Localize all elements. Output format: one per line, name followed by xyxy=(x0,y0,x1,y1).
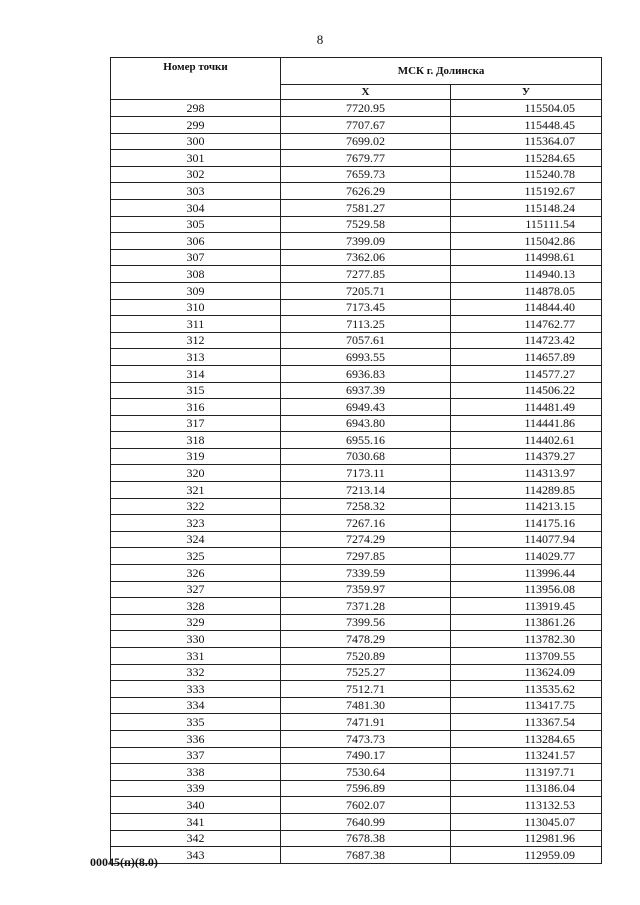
cell-point-number: 319 xyxy=(111,448,281,465)
cell-point-number: 311 xyxy=(111,316,281,333)
table-header xyxy=(111,58,602,100)
cell-point-number: 305 xyxy=(111,216,281,233)
table-row xyxy=(111,714,602,731)
cell-x: 7339.59 xyxy=(281,565,451,582)
table-row xyxy=(111,282,602,299)
cell-point-number: 321 xyxy=(111,482,281,499)
cell-y: 115148.24 xyxy=(451,199,602,216)
cell-x: 7399.56 xyxy=(281,614,451,631)
cell-point-number: 315 xyxy=(111,382,281,399)
cell-point-number: 301 xyxy=(111,150,281,167)
cell-point-number: 337 xyxy=(111,747,281,764)
cell-y: 113996.44 xyxy=(451,565,602,582)
cell-y: 114577.27 xyxy=(451,365,602,382)
cell-x: 7679.77 xyxy=(281,150,451,167)
cell-y: 113417.75 xyxy=(451,697,602,714)
page-number: 8 xyxy=(316,32,324,47)
cell-x: 7267.16 xyxy=(281,515,451,532)
cell-y: 114175.16 xyxy=(451,515,602,532)
table-row xyxy=(111,448,602,465)
table-row xyxy=(111,847,602,864)
cell-point-number: 306 xyxy=(111,233,281,250)
cell-y: 115448.45 xyxy=(451,117,602,134)
table-body xyxy=(111,100,602,863)
cell-y: 114213.15 xyxy=(451,498,602,515)
cell-point-number: 341 xyxy=(111,813,281,830)
table-row xyxy=(111,797,602,814)
cell-y: 115240.78 xyxy=(451,166,602,183)
cell-x: 7678.38 xyxy=(281,830,451,847)
cell-x: 6943.80 xyxy=(281,415,451,432)
cell-y: 114723.42 xyxy=(451,332,602,349)
table-row xyxy=(111,365,602,382)
cell-point-number: 342 xyxy=(111,830,281,847)
cell-point-number: 317 xyxy=(111,415,281,432)
cell-x: 6955.16 xyxy=(281,432,451,449)
cell-y: 114077.94 xyxy=(451,531,602,548)
cell-y: 115364.07 xyxy=(451,133,602,150)
table-row xyxy=(111,764,602,781)
cell-point-number: 314 xyxy=(111,365,281,382)
cell-point-number: 322 xyxy=(111,498,281,515)
cell-point-number: 340 xyxy=(111,797,281,814)
cell-x: 7687.38 xyxy=(281,847,451,864)
cell-y: 114762.77 xyxy=(451,316,602,333)
table-row xyxy=(111,133,602,150)
cell-x: 7274.29 xyxy=(281,531,451,548)
cell-x: 7659.73 xyxy=(281,166,451,183)
cell-x: 7626.29 xyxy=(281,183,451,200)
cell-point-number: 343 xyxy=(111,847,281,864)
cell-y: 113367.54 xyxy=(451,714,602,731)
cell-y: 113186.04 xyxy=(451,780,602,797)
table-row xyxy=(111,631,602,648)
cell-point-number: 333 xyxy=(111,681,281,698)
cell-point-number: 309 xyxy=(111,282,281,299)
cell-point-number: 303 xyxy=(111,183,281,200)
cell-y: 113197.71 xyxy=(451,764,602,781)
table-row xyxy=(111,482,602,499)
table-row xyxy=(111,830,602,847)
cell-point-number: 313 xyxy=(111,349,281,366)
cell-x: 7699.02 xyxy=(281,133,451,150)
cell-x: 7707.67 xyxy=(281,117,451,134)
cell-point-number: 299 xyxy=(111,117,281,134)
cell-point-number: 302 xyxy=(111,166,281,183)
cell-point-number: 330 xyxy=(111,631,281,648)
cell-y: 115284.65 xyxy=(451,150,602,167)
coordinates-table xyxy=(110,57,602,864)
table-row xyxy=(111,581,602,598)
cell-x: 6937.39 xyxy=(281,382,451,399)
cell-point-number: 331 xyxy=(111,648,281,665)
cell-y: 113919.45 xyxy=(451,598,602,615)
cell-x: 7530.64 xyxy=(281,764,451,781)
table-row xyxy=(111,747,602,764)
cell-point-number: 308 xyxy=(111,266,281,283)
cell-y: 112959.09 xyxy=(451,847,602,864)
cell-y: 115504.05 xyxy=(451,100,602,117)
cell-point-number: 325 xyxy=(111,548,281,565)
cell-x: 7481.30 xyxy=(281,697,451,714)
table-row xyxy=(111,598,602,615)
table-row xyxy=(111,432,602,449)
cell-point-number: 327 xyxy=(111,581,281,598)
table-row xyxy=(111,515,602,532)
cell-point-number: 312 xyxy=(111,332,281,349)
cell-y: 112981.96 xyxy=(451,830,602,847)
cell-y: 113861.26 xyxy=(451,614,602,631)
table-row xyxy=(111,216,602,233)
cell-y: 114402.61 xyxy=(451,432,602,449)
cell-point-number: 326 xyxy=(111,565,281,582)
cell-y: 113956.08 xyxy=(451,581,602,598)
cell-y: 114940.13 xyxy=(451,266,602,283)
cell-y: 114878.05 xyxy=(451,282,602,299)
cell-x: 6949.43 xyxy=(281,399,451,416)
header-coordinate-system: МСК г. Долинска xyxy=(281,58,602,85)
table-row xyxy=(111,316,602,333)
table-row xyxy=(111,780,602,797)
cell-point-number: 332 xyxy=(111,664,281,681)
cell-x: 7720.95 xyxy=(281,100,451,117)
table-row xyxy=(111,813,602,830)
cell-y: 114844.40 xyxy=(451,299,602,316)
table-row xyxy=(111,697,602,714)
footer-document-code: 00045(п)(8.0) xyxy=(90,855,158,869)
cell-point-number: 339 xyxy=(111,780,281,797)
cell-y: 115192.67 xyxy=(451,183,602,200)
cell-x: 7297.85 xyxy=(281,548,451,565)
cell-x: 7057.61 xyxy=(281,332,451,349)
cell-y: 113535.62 xyxy=(451,681,602,698)
cell-x: 7205.71 xyxy=(281,282,451,299)
cell-point-number: 304 xyxy=(111,199,281,216)
cell-point-number: 323 xyxy=(111,515,281,532)
cell-y: 113284.65 xyxy=(451,730,602,747)
header-point-number: Номер точки xyxy=(111,58,281,100)
cell-y: 114506.22 xyxy=(451,382,602,399)
cell-point-number: 334 xyxy=(111,697,281,714)
table-row xyxy=(111,565,602,582)
cell-y: 114029.77 xyxy=(451,548,602,565)
cell-x: 7529.58 xyxy=(281,216,451,233)
cell-point-number: 316 xyxy=(111,399,281,416)
cell-y: 114289.85 xyxy=(451,482,602,499)
cell-point-number: 324 xyxy=(111,531,281,548)
table-row xyxy=(111,531,602,548)
cell-y: 113241.57 xyxy=(451,747,602,764)
cell-x: 6936.83 xyxy=(281,365,451,382)
table-row xyxy=(111,415,602,432)
cell-y: 113132.53 xyxy=(451,797,602,814)
cell-point-number: 298 xyxy=(111,100,281,117)
header-x: X xyxy=(281,85,451,100)
cell-y: 115111.54 xyxy=(451,216,602,233)
table-row xyxy=(111,166,602,183)
coordinates-table-container xyxy=(110,57,601,864)
cell-x: 7030.68 xyxy=(281,448,451,465)
cell-x: 7258.32 xyxy=(281,498,451,515)
table-row xyxy=(111,100,602,117)
cell-x: 7113.25 xyxy=(281,316,451,333)
cell-y: 115042.86 xyxy=(451,233,602,250)
cell-x: 7173.45 xyxy=(281,299,451,316)
cell-point-number: 320 xyxy=(111,465,281,482)
cell-x: 7362.06 xyxy=(281,249,451,266)
cell-point-number: 335 xyxy=(111,714,281,731)
table-row xyxy=(111,382,602,399)
table-row xyxy=(111,332,602,349)
cell-x: 7277.85 xyxy=(281,266,451,283)
cell-y: 113624.09 xyxy=(451,664,602,681)
cell-x: 7473.73 xyxy=(281,730,451,747)
table-row xyxy=(111,614,602,631)
cell-x: 7399.09 xyxy=(281,233,451,250)
cell-x: 7596.89 xyxy=(281,780,451,797)
cell-x: 7525.27 xyxy=(281,664,451,681)
cell-point-number: 300 xyxy=(111,133,281,150)
table-row xyxy=(111,465,602,482)
cell-x: 7490.17 xyxy=(281,747,451,764)
cell-x: 6993.55 xyxy=(281,349,451,366)
cell-x: 7478.29 xyxy=(281,631,451,648)
cell-x: 7173.11 xyxy=(281,465,451,482)
cell-point-number: 336 xyxy=(111,730,281,747)
cell-point-number: 329 xyxy=(111,614,281,631)
table-row xyxy=(111,199,602,216)
cell-x: 7520.89 xyxy=(281,648,451,665)
cell-y: 114379.27 xyxy=(451,448,602,465)
cell-y: 114657.89 xyxy=(451,349,602,366)
cell-point-number: 310 xyxy=(111,299,281,316)
cell-x: 7471.91 xyxy=(281,714,451,731)
cell-y: 113045.07 xyxy=(451,813,602,830)
cell-x: 7213.14 xyxy=(281,482,451,499)
table-row xyxy=(111,730,602,747)
table-row xyxy=(111,681,602,698)
cell-point-number: 328 xyxy=(111,598,281,615)
cell-y: 113782.30 xyxy=(451,631,602,648)
cell-y: 114441.86 xyxy=(451,415,602,432)
cell-point-number: 338 xyxy=(111,764,281,781)
cell-y: 114998.61 xyxy=(451,249,602,266)
cell-x: 7359.97 xyxy=(281,581,451,598)
cell-x: 7581.27 xyxy=(281,199,451,216)
cell-y: 114481.49 xyxy=(451,399,602,416)
cell-x: 7602.07 xyxy=(281,797,451,814)
cell-y: 114313.97 xyxy=(451,465,602,482)
table-row xyxy=(111,399,602,416)
table-row xyxy=(111,150,602,167)
table-row xyxy=(111,266,602,283)
table-row xyxy=(111,664,602,681)
table-row xyxy=(111,299,602,316)
header-y: У xyxy=(451,85,602,100)
table-row xyxy=(111,249,602,266)
cell-x: 7640.99 xyxy=(281,813,451,830)
cell-y: 113709.55 xyxy=(451,648,602,665)
table-row xyxy=(111,548,602,565)
table-row xyxy=(111,233,602,250)
table-row xyxy=(111,349,602,366)
table-row xyxy=(111,117,602,134)
cell-point-number: 307 xyxy=(111,249,281,266)
cell-x: 7371.28 xyxy=(281,598,451,615)
table-row xyxy=(111,498,602,515)
cell-x: 7512.71 xyxy=(281,681,451,698)
cell-point-number: 318 xyxy=(111,432,281,449)
table-row xyxy=(111,183,602,200)
table-row xyxy=(111,648,602,665)
